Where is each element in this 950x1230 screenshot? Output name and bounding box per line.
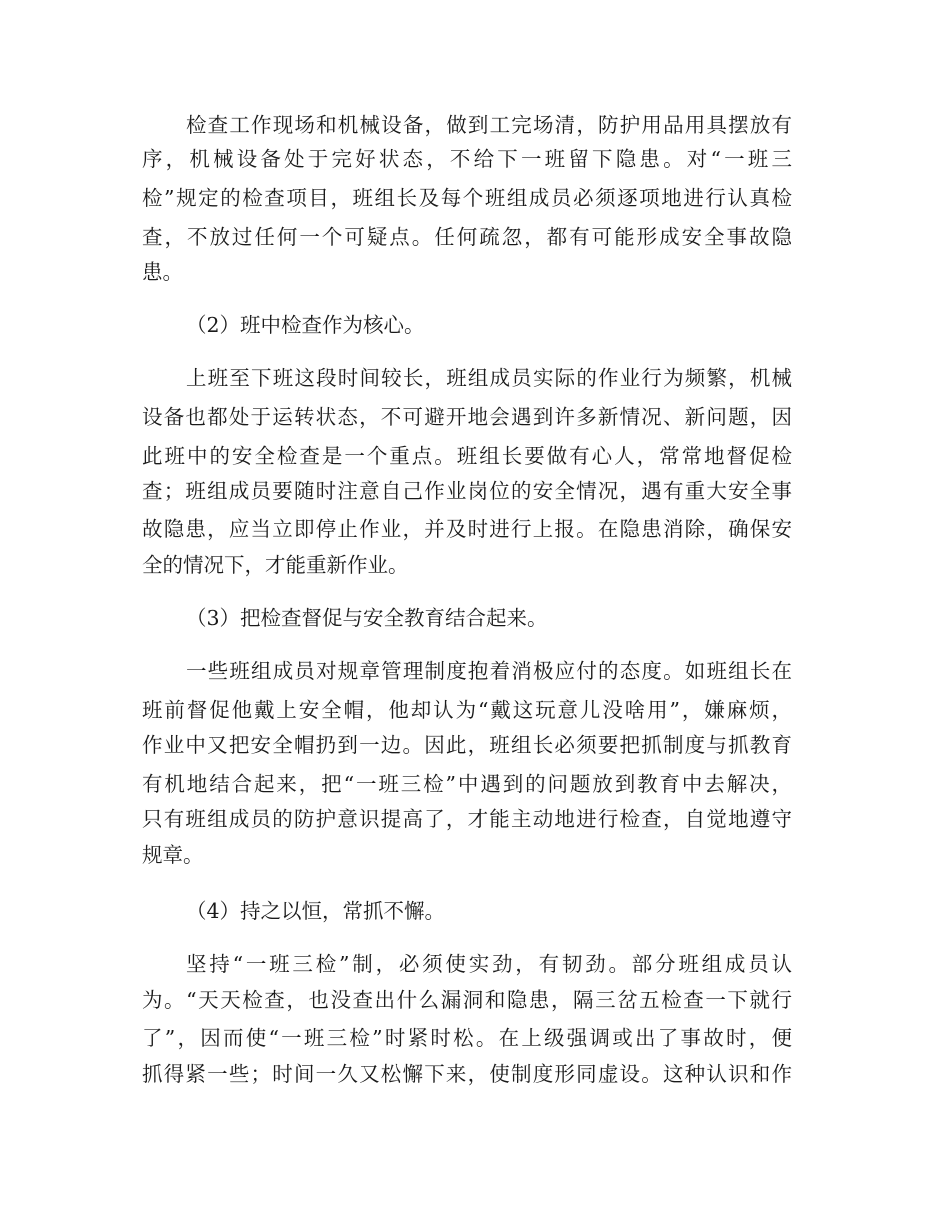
paragraph-2-line-6: 全的情况下，才能重新作业。 <box>142 553 409 577</box>
paragraph-3-line-1: 一些班组成员对规章管理制度抱着消极应付的态度。如班组长在 <box>186 659 792 683</box>
paragraph-3-line-3: 作业中又把安全帽扔到一边。因此，班组长必须要把抓制度与抓教育 <box>142 733 792 757</box>
section-heading-3: （3）把检查督促与安全教育结合起来。 <box>186 606 548 630</box>
paragraph-3-line-6: 规章。 <box>142 843 204 867</box>
paragraph-2-line-2: 设备也都处于运转状态，不可避开地会遇到许多新情况、新问题，因 <box>142 405 792 429</box>
paragraph-1-line-2: 序，机械设备处于完好状态，不给下一班留下隐患。对“一班三 <box>142 147 792 171</box>
section-heading-4: （4）持之以恒，常抓不懈。 <box>186 899 446 923</box>
paragraph-1-line-3: 检”规定的检查项目，班组长及每个班组成员必须逐项地进行认真检 <box>142 186 792 210</box>
paragraph-4-line-2: 为。“天天检查，也没查出什么漏洞和隐患，隔三岔五检查一下就行 <box>142 988 792 1012</box>
paragraph-3-line-4: 有机地结合起来，把“一班三检”中遇到的问题放到教育中去解决， <box>142 772 792 796</box>
paragraph-3-line-5: 只有班组成员的防护意识提高了，才能主动地进行检查，自觉地遵守 <box>142 807 792 831</box>
paragraph-2-line-4: 查；班组成员要随时注意自己作业岗位的安全情况，遇有重大安全事 <box>142 479 792 503</box>
paragraph-2-line-1: 上班至下班这段时间较长，班组成员实际的作业行为频繁，机械 <box>186 366 792 390</box>
paragraph-4-line-1: 坚持“一班三检”制，必须使实劲，有韧劲。部分班组成员认 <box>186 952 792 976</box>
paragraph-1-line-4: 查，不放过任何一个可疑点。任何疏忽，都有可能形成安全事故隐 <box>142 225 792 249</box>
paragraph-2-line-3: 此班中的安全检查是一个重点。班组长要做有心人，常常地督促检 <box>142 444 792 468</box>
paragraph-2-line-5: 故隐患，应当立即停止作业，并及时进行上报。在隐患消除，确保安 <box>142 517 792 541</box>
paragraph-1-line-1: 检查工作现场和机械设备，做到工完场清，防护用品用具摆放有 <box>186 113 792 137</box>
paragraph-3-line-2: 班前督促他戴上安全帽，他却认为“戴这玩意儿没啥用”，嫌麻烦， <box>142 698 792 722</box>
paragraph-1-line-5: 患。 <box>142 260 183 284</box>
section-heading-2: （2）班中检查作为核心。 <box>186 313 425 337</box>
paragraph-4-line-3: 了”，因而使“一班三检”时紧时松。在上级强调或出了事故时，便 <box>142 1026 792 1050</box>
paragraph-4-line-4: 抓得紧一些；时间一久又松懈下来，使制度形同虚设。这种认识和作 <box>142 1062 792 1086</box>
